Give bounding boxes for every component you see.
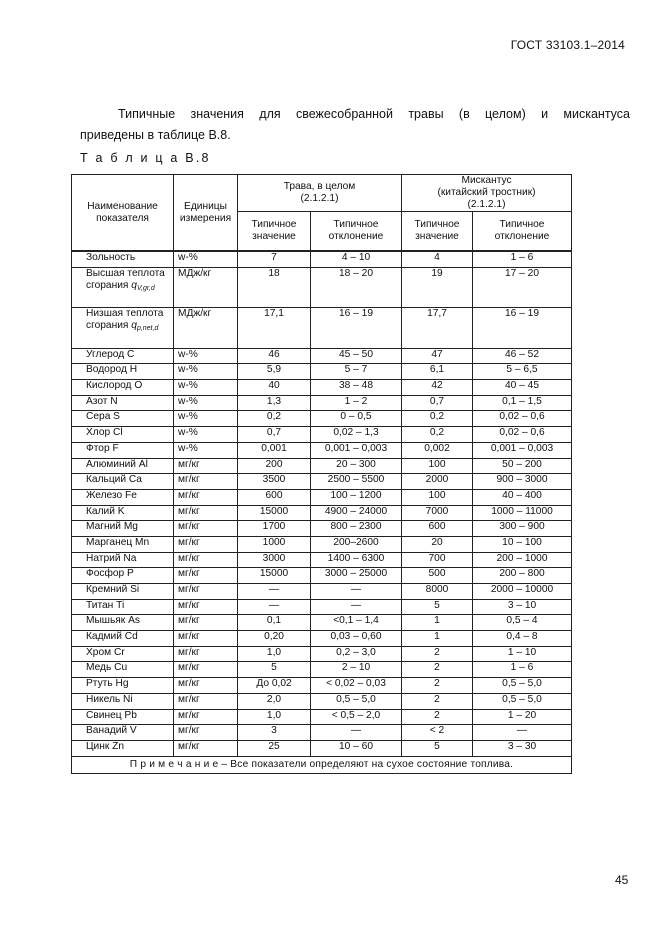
cell-unit: мг/кг xyxy=(174,568,238,584)
cell-miscanthus-typical: 2000 xyxy=(402,474,473,490)
cell-miscanthus-deviation: 0,02 – 0,6 xyxy=(473,427,572,443)
cell-miscanthus-typical: 5 xyxy=(402,599,473,615)
cell-miscanthus-typical: 0,2 xyxy=(402,411,473,427)
cell-grass-typical: 0,2 xyxy=(238,411,311,427)
indicator-name: Натрий Na xyxy=(86,552,137,564)
cell-grass-typical: 17,1 xyxy=(238,307,311,348)
cell-grass-deviation: 0,03 – 0,60 xyxy=(311,631,402,647)
cell-miscanthus-typical: < 2 xyxy=(402,725,473,741)
subheader-grass-deviation: Типичное отклонение xyxy=(311,212,402,252)
table-caption: Т а б л и ц а В.8 xyxy=(80,151,211,165)
header-name: Наименование показателя xyxy=(72,175,174,252)
cell-miscanthus-deviation: 900 – 3000 xyxy=(473,474,572,490)
indicator-name: Медь Cu xyxy=(86,662,128,674)
cell-miscanthus-typical: 5 xyxy=(402,740,473,756)
cell-grass-typical: 1700 xyxy=(238,521,311,537)
cell-grass-deviation: 3000 – 25000 xyxy=(311,568,402,584)
cell-miscanthus-typical: 20 xyxy=(402,536,473,552)
cell-unit: мг/кг xyxy=(174,584,238,600)
indicator-name: Железо Fe xyxy=(86,489,137,501)
cell-miscanthus-deviation: 3 – 30 xyxy=(473,740,572,756)
cell-indicator xyxy=(72,662,174,678)
table-row xyxy=(72,251,572,267)
cell-grass-typical: 0,001 xyxy=(238,442,311,458)
cell-indicator xyxy=(72,568,174,584)
cell-miscanthus-typical: 2 xyxy=(402,662,473,678)
indicator-symbol: q xyxy=(131,319,137,331)
cell-grass-typical: — xyxy=(238,599,311,615)
indicator-name: Фосфор Р xyxy=(86,568,134,580)
group-miscanthus-code: (2.1.2.1) xyxy=(467,199,506,210)
indicator-name: Высшая теплота сгорания xyxy=(86,267,165,291)
cell-unit: мг/кг xyxy=(174,725,238,741)
cell-grass-typical: 15000 xyxy=(238,505,311,521)
cell-grass-typical: 25 xyxy=(238,740,311,756)
cell-indicator xyxy=(72,709,174,725)
note-label: П р и м е ч а н и е xyxy=(129,758,219,770)
table-row xyxy=(72,380,572,396)
cell-grass-typical: 1,3 xyxy=(238,395,311,411)
cell-indicator xyxy=(72,631,174,647)
cell-indicator xyxy=(72,725,174,741)
note-text: – Все показатели определяют на сухое состояние топлива. xyxy=(221,758,514,770)
data-table xyxy=(71,174,572,774)
header-unit: Единицы измерения xyxy=(174,175,238,252)
cell-indicator xyxy=(72,693,174,709)
indicator-name: Углерод С xyxy=(86,348,135,360)
intro-paragraph xyxy=(80,104,630,146)
indicator-symbol: q xyxy=(131,279,137,291)
cell-unit: мг/кг xyxy=(174,599,238,615)
cell-grass-typical: 0,1 xyxy=(238,615,311,631)
indicator-name: Кальций Ca xyxy=(86,474,142,486)
cell-grass-deviation: 0,2 – 3,0 xyxy=(311,646,402,662)
table-row xyxy=(72,411,572,427)
table-row xyxy=(72,458,572,474)
cell-grass-typical: 600 xyxy=(238,489,311,505)
cell-unit: мг/кг xyxy=(174,693,238,709)
cell-unit: мг/кг xyxy=(174,458,238,474)
cell-grass-typical: 0,20 xyxy=(238,631,311,647)
cell-indicator xyxy=(72,740,174,756)
cell-grass-deviation: 0 – 0,5 xyxy=(311,411,402,427)
cell-indicator xyxy=(72,521,174,537)
cell-unit: мг/кг xyxy=(174,521,238,537)
cell-miscanthus-deviation: 16 – 19 xyxy=(473,307,572,348)
cell-grass-deviation: 5 – 7 xyxy=(311,364,402,380)
cell-miscanthus-deviation: 10 – 100 xyxy=(473,536,572,552)
cell-grass-typical: — xyxy=(238,584,311,600)
cell-miscanthus-typical: 1 xyxy=(402,631,473,647)
cell-miscanthus-typical: 19 xyxy=(402,267,473,307)
cell-unit: мг/кг xyxy=(174,678,238,694)
cell-grass-typical: 1,0 xyxy=(238,709,311,725)
cell-miscanthus-deviation: 1 – 6 xyxy=(473,251,572,267)
table-row xyxy=(72,267,572,307)
cell-indicator xyxy=(72,427,174,443)
cell-grass-typical: 7 xyxy=(238,251,311,267)
cell-grass-deviation: 1400 – 6300 xyxy=(311,552,402,568)
cell-grass-deviation: 0,02 – 1,3 xyxy=(311,427,402,443)
intro-line-1: Типичные значения для свежесобранной травы (в целом) и мискантуса xyxy=(118,107,630,121)
cell-grass-deviation: 100 – 1200 xyxy=(311,489,402,505)
group-grass-title: Трава, в целом xyxy=(283,181,356,192)
cell-miscanthus-deviation: 1 – 6 xyxy=(473,662,572,678)
table-row xyxy=(72,427,572,443)
cell-indicator xyxy=(72,411,174,427)
cell-miscanthus-typical: 2 xyxy=(402,693,473,709)
cell-grass-deviation: 16 – 19 xyxy=(311,307,402,348)
table-body xyxy=(72,251,572,756)
cell-indicator xyxy=(72,380,174,396)
cell-grass-typical: 5 xyxy=(238,662,311,678)
cell-miscanthus-typical: 2 xyxy=(402,678,473,694)
table-row xyxy=(72,709,572,725)
indicator-name: Свинец Pb xyxy=(86,709,137,721)
table-row xyxy=(72,599,572,615)
cell-miscanthus-deviation: 0,5 – 5,0 xyxy=(473,693,572,709)
indicator-name: Хлор Cl xyxy=(86,427,123,439)
cell-grass-typical: 46 xyxy=(238,348,311,364)
cell-miscanthus-deviation: 200 – 1000 xyxy=(473,552,572,568)
cell-grass-deviation: 800 – 2300 xyxy=(311,521,402,537)
cell-grass-deviation: 200–2600 xyxy=(311,536,402,552)
cell-miscanthus-typical: 1 xyxy=(402,615,473,631)
table-row xyxy=(72,521,572,537)
indicator-name: Титан Ti xyxy=(86,599,125,611)
cell-grass-deviation: < 0,5 – 2,0 xyxy=(311,709,402,725)
cell-unit: w-% xyxy=(174,395,238,411)
cell-miscanthus-deviation: 0,02 – 0,6 xyxy=(473,411,572,427)
cell-miscanthus-typical: 2 xyxy=(402,646,473,662)
cell-miscanthus-typical: 100 xyxy=(402,458,473,474)
cell-grass-deviation: 0,001 – 0,003 xyxy=(311,442,402,458)
cell-miscanthus-deviation: 40 – 45 xyxy=(473,380,572,396)
cell-grass-deviation: 4900 – 24000 xyxy=(311,505,402,521)
cell-unit: мг/кг xyxy=(174,646,238,662)
cell-unit: мг/кг xyxy=(174,631,238,647)
cell-indicator xyxy=(72,474,174,490)
table-row xyxy=(72,552,572,568)
subheader-grass-typical: Типичное значение xyxy=(238,212,311,252)
cell-miscanthus-deviation: 0,1 – 1,5 xyxy=(473,395,572,411)
cell-miscanthus-deviation: 0,5 – 4 xyxy=(473,615,572,631)
cell-indicator xyxy=(72,489,174,505)
cell-miscanthus-typical: 700 xyxy=(402,552,473,568)
cell-miscanthus-deviation: 1 – 10 xyxy=(473,646,572,662)
indicator-symbol-subscript: p,net,d xyxy=(136,324,159,332)
table-row xyxy=(72,646,572,662)
cell-indicator xyxy=(72,348,174,364)
table-row xyxy=(72,740,572,756)
cell-miscanthus-deviation: 17 – 20 xyxy=(473,267,572,307)
subheader-miscanthus-deviation: Типичное отклонение xyxy=(473,212,572,252)
cell-indicator xyxy=(72,364,174,380)
header-group-grass xyxy=(238,175,402,212)
cell-miscanthus-typical: 6,1 xyxy=(402,364,473,380)
document-standard-code: ГОСТ 33103.1–2014 xyxy=(510,38,625,52)
cell-unit: мг/кг xyxy=(174,536,238,552)
cell-miscanthus-typical: 8000 xyxy=(402,584,473,600)
table-row xyxy=(72,631,572,647)
table-row xyxy=(72,615,572,631)
indicator-name: Марганец Mn xyxy=(86,536,150,548)
indicator-name: Фтор F xyxy=(86,442,119,454)
cell-miscanthus-deviation: 300 – 900 xyxy=(473,521,572,537)
cell-grass-deviation: 0,5 – 5,0 xyxy=(311,693,402,709)
cell-miscanthus-typical: 7000 xyxy=(402,505,473,521)
cell-indicator xyxy=(72,615,174,631)
page-number: 45 xyxy=(615,873,629,887)
table-row xyxy=(72,536,572,552)
table-row xyxy=(72,364,572,380)
cell-grass-deviation: — xyxy=(311,599,402,615)
indicator-name: Калий K xyxy=(86,505,125,517)
cell-miscanthus-typical: 100 xyxy=(402,489,473,505)
cell-miscanthus-deviation: 0,4 – 8 xyxy=(473,631,572,647)
indicator-name: Кислород О xyxy=(86,380,143,392)
cell-grass-deviation: — xyxy=(311,725,402,741)
cell-indicator xyxy=(72,442,174,458)
cell-miscanthus-typical: 42 xyxy=(402,380,473,396)
cell-unit: мг/кг xyxy=(174,474,238,490)
table-row xyxy=(72,725,572,741)
indicator-name: Зольность xyxy=(86,252,136,263)
table-row xyxy=(72,678,572,694)
cell-grass-typical: 3 xyxy=(238,725,311,741)
cell-indicator xyxy=(72,584,174,600)
cell-indicator xyxy=(72,307,174,348)
cell-miscanthus-deviation: 46 – 52 xyxy=(473,348,572,364)
cell-miscanthus-typical: 47 xyxy=(402,348,473,364)
cell-miscanthus-deviation: 50 – 200 xyxy=(473,458,572,474)
cell-indicator xyxy=(72,646,174,662)
cell-unit: w-% xyxy=(174,442,238,458)
cell-grass-typical: 5,9 xyxy=(238,364,311,380)
cell-unit: w-% xyxy=(174,411,238,427)
cell-grass-deviation: 2500 – 5500 xyxy=(311,474,402,490)
cell-unit: мг/кг xyxy=(174,552,238,568)
cell-indicator xyxy=(72,458,174,474)
cell-miscanthus-deviation: 200 – 800 xyxy=(473,568,572,584)
subheader-miscanthus-typical: Типичное значение xyxy=(402,212,473,252)
cell-grass-deviation: 2 – 10 xyxy=(311,662,402,678)
cell-indicator xyxy=(72,552,174,568)
cell-indicator xyxy=(72,599,174,615)
intro-line-2: приведены в таблице В.8. xyxy=(80,128,231,142)
cell-grass-typical: 200 xyxy=(238,458,311,474)
indicator-name: Алюминий Al xyxy=(86,458,148,470)
cell-miscanthus-deviation: 1 – 20 xyxy=(473,709,572,725)
cell-miscanthus-deviation: 5 – 6,5 xyxy=(473,364,572,380)
group-grass-code: (2.1.2.1) xyxy=(300,193,339,204)
table-row xyxy=(72,474,572,490)
cell-miscanthus-typical: 4 xyxy=(402,251,473,267)
cell-unit: мг/кг xyxy=(174,740,238,756)
cell-grass-typical: 0,7 xyxy=(238,427,311,443)
cell-miscanthus-typical: 0,002 xyxy=(402,442,473,458)
cell-grass-deviation: 10 – 60 xyxy=(311,740,402,756)
cell-grass-typical: 2,0 xyxy=(238,693,311,709)
indicator-name: Хром Cr xyxy=(86,646,125,658)
table-row xyxy=(72,395,572,411)
cell-grass-typical: 18 xyxy=(238,267,311,307)
cell-grass-deviation: 18 – 20 xyxy=(311,267,402,307)
cell-unit: МДж/кг xyxy=(174,267,238,307)
cell-indicator xyxy=(72,267,174,307)
cell-miscanthus-deviation: 1000 – 11000 xyxy=(473,505,572,521)
cell-miscanthus-deviation: 2000 – 10000 xyxy=(473,584,572,600)
cell-indicator xyxy=(72,395,174,411)
indicator-name: Водород Н xyxy=(86,364,138,376)
cell-unit: w-% xyxy=(174,380,238,396)
indicator-name: Магний Mg xyxy=(86,521,138,533)
cell-unit: w-% xyxy=(174,364,238,380)
table-row xyxy=(72,442,572,458)
cell-unit: мг/кг xyxy=(174,709,238,725)
table-row xyxy=(72,568,572,584)
cell-grass-typical: 1000 xyxy=(238,536,311,552)
indicator-name: Мышьяк As xyxy=(86,615,140,627)
cell-miscanthus-typical: 17,7 xyxy=(402,307,473,348)
table-row xyxy=(72,662,572,678)
indicator-name: Кадмий Cd xyxy=(86,631,138,643)
cell-grass-typical: 3500 xyxy=(238,474,311,490)
cell-indicator xyxy=(72,251,174,267)
cell-miscanthus-deviation: 40 – 400 xyxy=(473,489,572,505)
cell-grass-typical: 3000 xyxy=(238,552,311,568)
indicator-name: Ртуть Hg xyxy=(86,678,129,690)
cell-unit: мг/кг xyxy=(174,505,238,521)
cell-grass-typical: 1,0 xyxy=(238,646,311,662)
cell-unit: w-% xyxy=(174,251,238,267)
cell-miscanthus-deviation: — xyxy=(473,725,572,741)
table-note xyxy=(72,756,572,773)
cell-miscanthus-typical: 2 xyxy=(402,709,473,725)
indicator-name: Сера S xyxy=(86,411,120,423)
cell-unit: мг/кг xyxy=(174,615,238,631)
cell-unit: w-% xyxy=(174,427,238,443)
table-row xyxy=(72,505,572,521)
group-miscanthus-title: Мискантус xyxy=(461,175,512,186)
cell-unit: w-% xyxy=(174,348,238,364)
cell-indicator xyxy=(72,678,174,694)
table-row xyxy=(72,489,572,505)
table-row xyxy=(72,584,572,600)
cell-indicator xyxy=(72,536,174,552)
cell-miscanthus-deviation: 0,5 – 5,0 xyxy=(473,678,572,694)
header-group-miscanthus xyxy=(402,175,572,212)
cell-grass-deviation: 1 – 2 xyxy=(311,395,402,411)
cell-miscanthus-typical: 600 xyxy=(402,521,473,537)
cell-miscanthus-typical: 0,2 xyxy=(402,427,473,443)
indicator-name: Азот N xyxy=(86,395,118,407)
cell-grass-deviation: 45 – 50 xyxy=(311,348,402,364)
cell-grass-deviation: 20 – 300 xyxy=(311,458,402,474)
cell-indicator xyxy=(72,505,174,521)
cell-unit: МДж/кг xyxy=(174,307,238,348)
indicator-name: Никель Ni xyxy=(86,693,133,705)
cell-miscanthus-typical: 0,7 xyxy=(402,395,473,411)
cell-miscanthus-typical: 500 xyxy=(402,568,473,584)
cell-grass-deviation: 38 – 48 xyxy=(311,380,402,396)
cell-grass-typical: До 0,02 xyxy=(238,678,311,694)
indicator-name: Цинк Zn xyxy=(86,740,125,752)
cell-unit: мг/кг xyxy=(174,489,238,505)
indicator-name: Низшая теплота сгорания xyxy=(86,307,164,331)
cell-grass-typical: 15000 xyxy=(238,568,311,584)
cell-miscanthus-deviation: 3 – 10 xyxy=(473,599,572,615)
cell-miscanthus-deviation: 0,001 – 0,003 xyxy=(473,442,572,458)
cell-grass-deviation: — xyxy=(311,584,402,600)
table-row xyxy=(72,307,572,348)
cell-grass-deviation: 4 – 10 xyxy=(311,251,402,267)
indicator-name: Кремний Si xyxy=(86,584,140,595)
group-miscanthus-subtitle: (китайский тростник) xyxy=(437,187,536,198)
table-row xyxy=(72,693,572,709)
indicator-symbol-subscript: V,gr,d xyxy=(136,284,155,292)
cell-grass-typical: 40 xyxy=(238,380,311,396)
indicator-name: Ванадий V xyxy=(86,725,137,737)
cell-grass-deviation: <0,1 – 1,4 xyxy=(311,615,402,631)
table-row xyxy=(72,348,572,364)
cell-unit: мг/кг xyxy=(174,662,238,678)
cell-grass-deviation: < 0,02 – 0,03 xyxy=(311,678,402,694)
